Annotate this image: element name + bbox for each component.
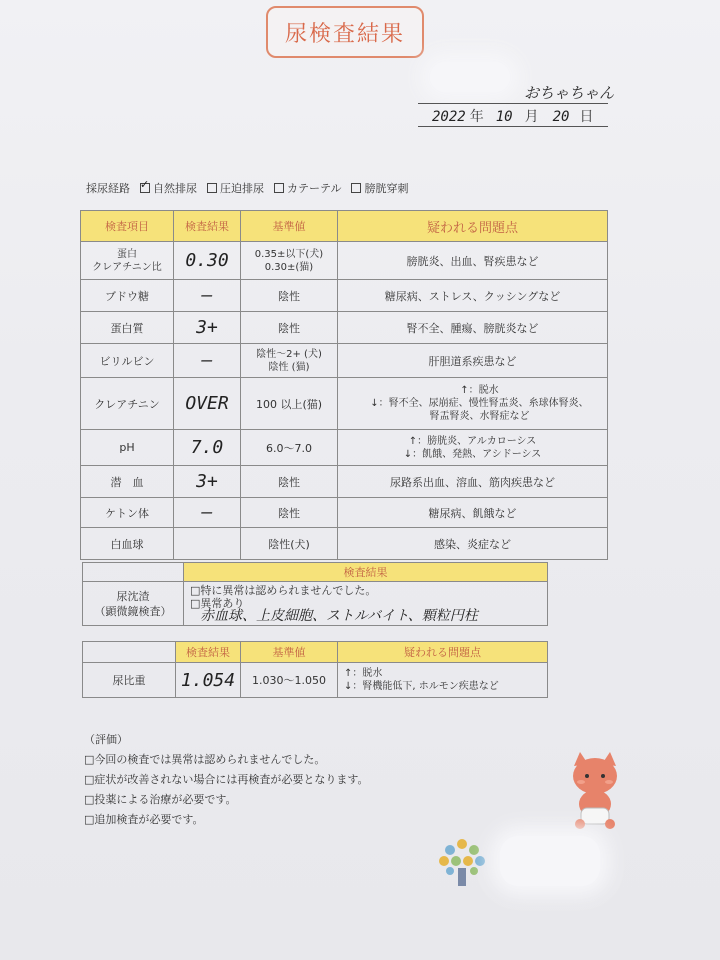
item-reference: 陰性 — [241, 312, 338, 344]
collection-option-compression[interactable] — [207, 180, 264, 196]
item-reference: 100 以上(猫) — [241, 378, 338, 430]
header-result: 検査結果 — [174, 211, 241, 242]
header-reference: 基準値 — [241, 211, 338, 242]
sg-reference: 1.030～1.050 — [241, 663, 338, 698]
option-label: 膀胱穿刺 — [364, 182, 409, 195]
item-result: — — [174, 498, 241, 528]
table-row — [81, 498, 608, 528]
report-title: 尿検査結果 — [266, 6, 424, 58]
item-name: ビリルビン — [81, 344, 174, 378]
table-row — [81, 378, 608, 430]
evaluation-item[interactable]: □症状が改善されない場合には再検査が必要となります。 — [84, 773, 369, 786]
item-reference: 0.35±以下(犬) 0.30±(猫) — [241, 242, 338, 280]
item-issues: 肝胆道系疾患など — [338, 344, 608, 378]
collection-option-natural[interactable] — [140, 180, 197, 196]
table-row — [81, 528, 608, 560]
checkbox-icon[interactable] — [351, 183, 361, 193]
item-issues: 糖尿病、ストレス、クッシングなど — [338, 280, 608, 312]
clinic-logo-icon — [434, 834, 490, 890]
item-result — [174, 528, 241, 560]
header-issues: 疑われる問題点 — [338, 642, 548, 663]
item-issues: ↑：膀胱炎、アルカローシス ↓：飢餓、発熱、アシドーシス — [338, 430, 608, 466]
item-name: ケトン体 — [81, 498, 174, 528]
header-result: 検査結果 — [184, 563, 548, 582]
item-result: 3+ — [174, 312, 241, 344]
name-underline — [418, 103, 608, 104]
specific-gravity-table — [82, 641, 548, 698]
item-result: 0.30 — [174, 242, 241, 280]
item-result: OVER — [174, 378, 241, 430]
table-row — [81, 430, 608, 466]
date-month: 10 — [495, 109, 513, 125]
item-issues: 糖尿病、飢餓など — [338, 498, 608, 528]
pet-name: おちゃちゃん — [524, 84, 615, 102]
table-row — [81, 466, 608, 498]
sediment-option-normal: □特に異常は認められませんでした。 — [190, 584, 377, 597]
date-month-unit: 月 — [524, 109, 539, 125]
item-name: 白血球 — [81, 528, 174, 560]
option-label: 自然排尿 — [153, 182, 197, 195]
item-name: 蛋白質 — [81, 312, 174, 344]
collection-method — [86, 180, 408, 196]
item-reference: 陰性 — [241, 498, 338, 528]
item-issues: 膀胱炎、出血、腎疾患など — [338, 242, 608, 280]
date-day: 20 — [552, 109, 570, 125]
item-issues: 腎不全、腫瘍、膀胱炎など — [338, 312, 608, 344]
evaluation-item[interactable]: □追加検査が必要です。 — [84, 813, 204, 826]
header-result: 検査結果 — [176, 642, 241, 663]
date-day-unit: 日 — [579, 109, 594, 125]
item-result: 3+ — [174, 466, 241, 498]
urinalysis-table — [80, 210, 608, 560]
collection-option-catheter[interactable] — [274, 180, 341, 196]
item-reference: 陰性 — [241, 466, 338, 498]
report-date — [432, 106, 593, 126]
option-label: 圧迫排尿 — [220, 182, 264, 195]
sg-issues: ↑：脱水 ↓：腎機能低下, ホルモン疾患など — [338, 663, 548, 698]
sediment-table — [82, 562, 548, 626]
collection-option-cystocentesis[interactable] — [351, 180, 408, 196]
cat-illustration-icon — [566, 752, 624, 830]
item-reference: 陰性～2+ (犬) 陰性 (猫) — [241, 344, 338, 378]
item-name: クレアチニン — [81, 378, 174, 430]
redacted-clinic-name — [500, 836, 600, 886]
date-year-unit: 年 — [469, 109, 484, 125]
evaluation-title: （評価） — [84, 733, 128, 746]
header-spacer — [83, 563, 184, 582]
sediment-option-abnormal: □異常あり — [190, 597, 245, 610]
date-year: 2022 — [432, 109, 466, 125]
checkbox-icon[interactable] — [274, 183, 284, 193]
item-name: ブドウ糖 — [81, 280, 174, 312]
sediment-label: 尿沈渣 （顕微鏡検査） — [83, 582, 184, 626]
item-name: 潜 血 — [81, 466, 174, 498]
item-issues: ↑：脱水 ↓：腎不全、尿崩症、慢性腎盂炎、糸球体腎炎、 腎盂腎炎、水腎症など — [338, 378, 608, 430]
item-reference: 陰性(犬) — [241, 528, 338, 560]
date-underline — [418, 126, 608, 127]
sg-label: 尿比重 — [83, 663, 176, 698]
item-name: pH — [81, 430, 174, 466]
table-row — [81, 280, 608, 312]
table-row — [81, 312, 608, 344]
item-result: 7.0 — [174, 430, 241, 466]
evaluation-item[interactable]: □投薬による治療が必要です。 — [84, 793, 237, 806]
table-row — [83, 582, 548, 626]
evaluation-item[interactable]: □今回の検査では異常は認められませんでした。 — [84, 753, 326, 766]
table-row — [83, 663, 548, 698]
sediment-findings: 赤血球、上皮細胞、ストルバイト、顆粒円柱 — [200, 608, 478, 624]
item-result: — — [174, 344, 241, 378]
table-header-row — [83, 642, 548, 663]
sediment-body — [184, 582, 548, 626]
item-issues: 感染、炎症など — [338, 528, 608, 560]
item-reference: 陰性 — [241, 280, 338, 312]
table-row — [81, 242, 608, 280]
header-issues: 疑われる問題点 — [338, 211, 608, 242]
option-label: カテーテル — [287, 182, 342, 195]
header-item: 検査項目 — [81, 211, 174, 242]
sg-result: 1.054 — [176, 663, 241, 698]
redacted-owner-area — [430, 62, 510, 92]
collection-label: 採尿経路 — [86, 182, 130, 195]
checkbox-icon[interactable] — [140, 183, 150, 193]
header-spacer — [83, 642, 176, 663]
table-row — [81, 344, 608, 378]
table-header-row — [81, 211, 608, 242]
header-reference: 基準値 — [241, 642, 338, 663]
item-result: — — [174, 280, 241, 312]
evaluation-section — [84, 730, 369, 830]
item-reference: 6.0～7.0 — [241, 430, 338, 466]
checkbox-icon[interactable] — [207, 183, 217, 193]
item-issues: 尿路系出血、溶血、筋肉疾患など — [338, 466, 608, 498]
item-name: 蛋白 クレアチニン比 — [81, 242, 174, 280]
table-header-row — [83, 563, 548, 582]
